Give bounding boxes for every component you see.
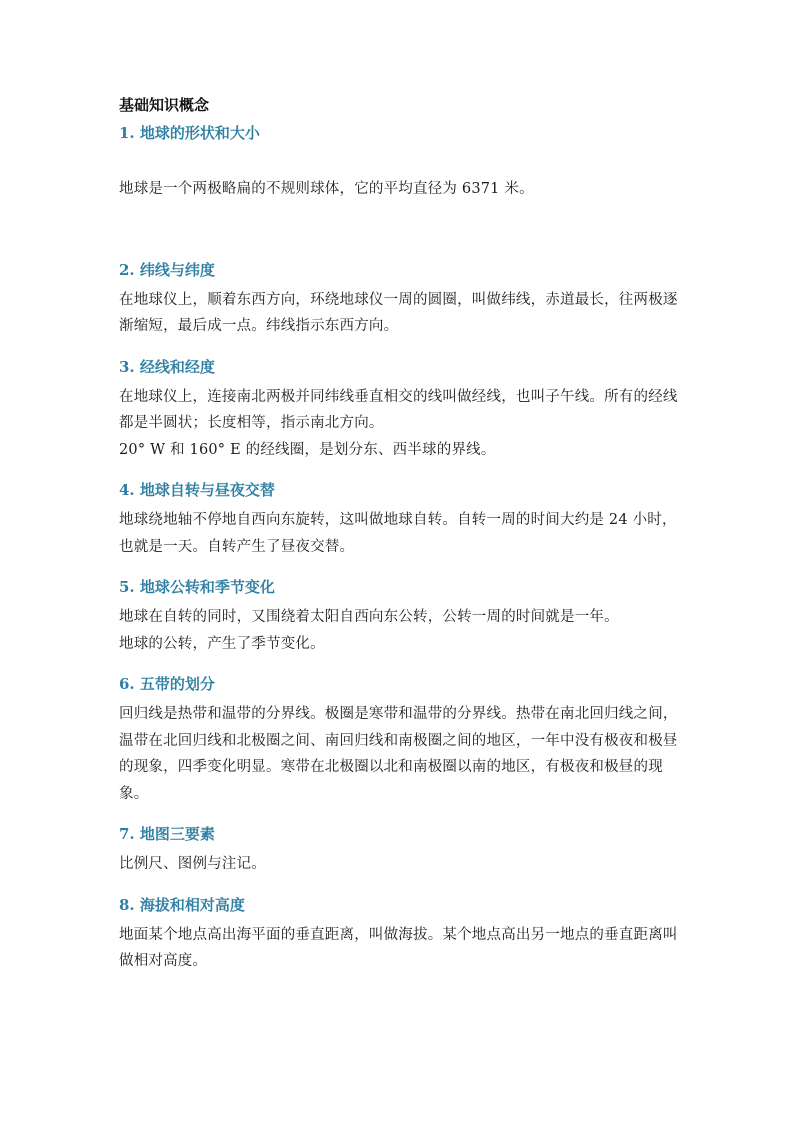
section-longitude: [119, 354, 679, 464]
section-heading: 2. 纬线与纬度: [119, 260, 215, 279]
document-title: 基础知识概念: [119, 96, 210, 114]
section-paragraph: 地面某个地点高出海平面的垂直距离，叫做海拔。某个地点高出另一地点的垂直距离叫做相对高度。: [119, 926, 678, 969]
section-latitude: [119, 257, 679, 340]
section-heading: 6. 五带的划分: [119, 675, 215, 693]
section-heading: 7. 地图三要素: [119, 825, 215, 843]
section-revolution: [119, 574, 679, 657]
section-heading: 1. 地球的形状和大小: [119, 124, 260, 142]
section-heading: 3. 经线和经度: [119, 357, 215, 376]
section-paragraph: 地球绕地轴不停地自西向东旋转，这叫做地球自转。自转一周的时间大约是 24 小时，也就是一天。自转产生了昼夜交替。: [119, 512, 677, 555]
section-paragraph: 地球是一个两极略扁的不规则球体，它的平均直径为 6371 米。: [119, 181, 534, 197]
section-heading: 5. 地球公转和季节变化: [119, 578, 275, 596]
section-paragraph: 20° W 和 160° E 的经线圈，是划分东、西半球的界线。: [119, 441, 496, 458]
section-altitude: [119, 892, 679, 975]
section-heading: 4. 地球自转与昼夜交替: [119, 481, 275, 499]
section-shape-and-size: [119, 120, 679, 203]
section-map-elements: [119, 821, 679, 878]
section-rotation: [119, 477, 679, 560]
section-paragraph: 在地球仪上，连接南北两极并同纬线垂直相交的线叫做经线，也叫子午线。所有的经线都是半圆状；长度相等，指示南北方向。: [119, 388, 678, 431]
document-page: [119, 94, 679, 975]
section-paragraph: 地球的公转，产生了季节变化。: [119, 635, 325, 652]
section-paragraph: 在地球仪上，顺着东西方向，环绕地球仪一周的圆圈，叫做纬线，赤道最长，往两极逐渐缩短，最后成一点。纬线指示东西方向。: [119, 291, 678, 334]
section-five-zones: [119, 671, 679, 807]
section-paragraph: 回归线是热带和温带的分界线。极圈是寒带和温带的分界线。热带在南北回归线之间，温带在北回归线和北极圈之间、南回归线和南极圈之间的地区，一年中没有极夜和极昼的现象，四季变化明显。寒带在北极圈以北和南极圈以南的地区，有极夜和极昼的现象。: [119, 706, 678, 802]
section-paragraph: 地球在自转的同时，又围绕着太阳自西向东公转，公转一周的时间就是一年。: [119, 609, 619, 625]
section-paragraph: 比例尺、图例与注记。: [119, 856, 266, 872]
section-heading: 8. 海拔和相对高度: [119, 895, 245, 914]
